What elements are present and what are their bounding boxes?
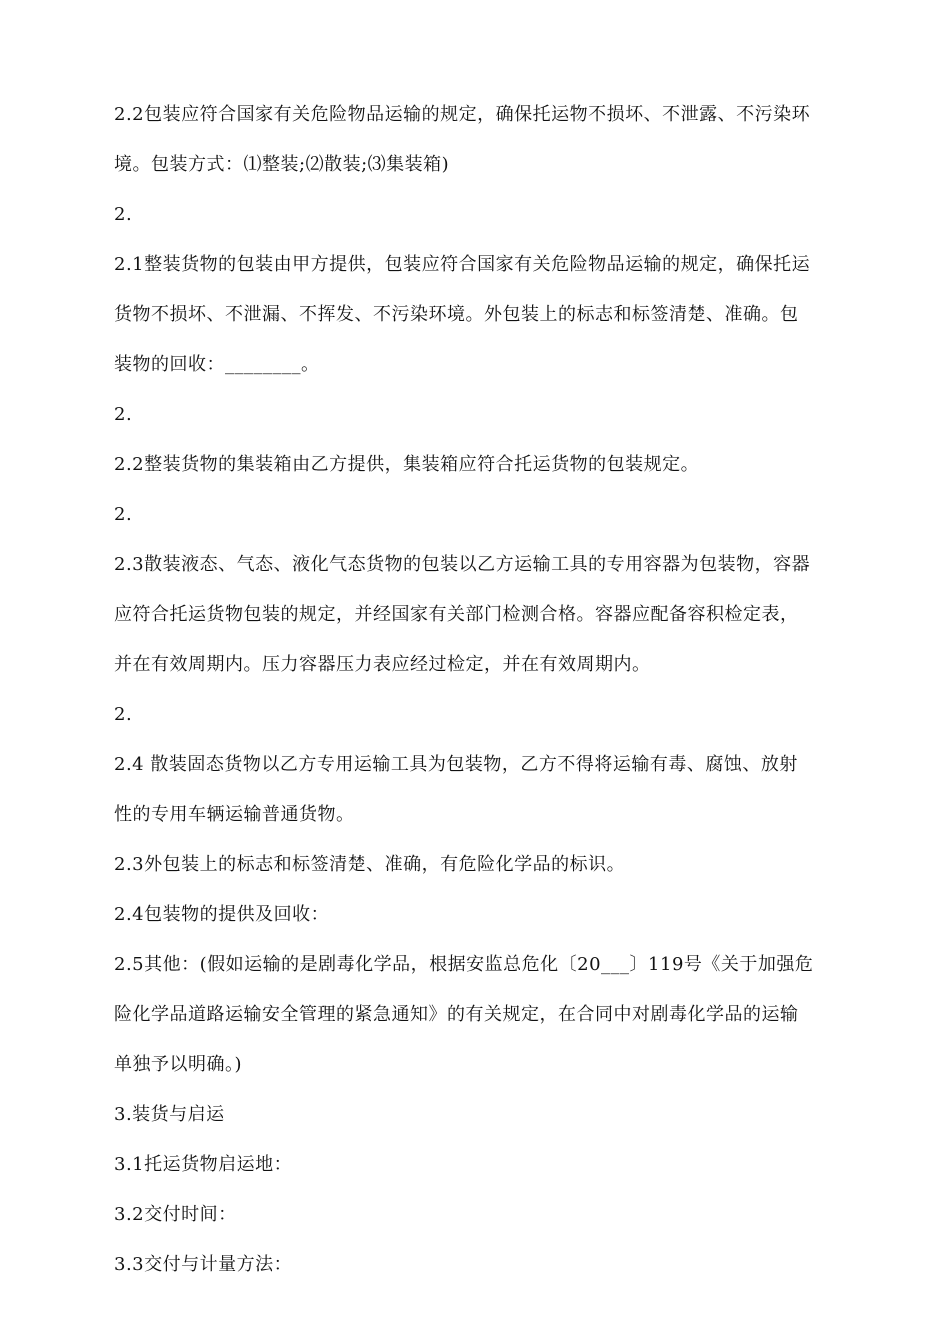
section-heading: 3.装货与启运 bbox=[114, 1104, 225, 1125]
paragraph-line: 2.2整装货物的集装箱由乙方提供，集装箱应符合托运货物的包装规定。 bbox=[114, 454, 700, 475]
paragraph-line: 3.2交付时间： bbox=[114, 1204, 237, 1225]
paragraph-line: 应符合托运货物包装的规定，并经国家有关部门检测合格。容器应配备容积检定表， bbox=[114, 604, 799, 625]
paragraph-line: 2. bbox=[114, 204, 133, 225]
paragraph-line: 性的专用车辆运输普通货物。 bbox=[114, 804, 355, 825]
paragraph-line: 险化学品道路运输安全管理的紧急通知》的有关规定，在合同中对剧毒化学品的运输 bbox=[114, 1004, 799, 1025]
paragraph-line: 2.1整装货物的包装由甲方提供，包装应符合国家有关危险物品运输的规定，确保托运 bbox=[114, 254, 811, 275]
paragraph-line: 境。包装方式：⑴整装;⑵散装;⑶集装箱) bbox=[114, 154, 450, 175]
paragraph-line: 2. bbox=[114, 704, 133, 725]
paragraph-line: 3.3交付与计量方法： bbox=[114, 1254, 293, 1275]
paragraph-line: 2.3散装液态、气态、液化气态货物的包装以乙方运输工具的专用容器为包装物，容器 bbox=[114, 554, 811, 575]
paragraph-line: 货物不损坏、不泄漏、不挥发、不污染环境。外包装上的标志和标签清楚、准确。包 bbox=[114, 304, 799, 325]
paragraph-line: 2.5其他：(假如运输的是剧毒化学品，根据安监总危化〔20___〕119号《关于加强危 bbox=[114, 954, 814, 975]
paragraph-line: 2. bbox=[114, 404, 133, 425]
paragraph-line: 装物的回收：________。 bbox=[114, 354, 320, 375]
paragraph-line: 单独予以明确。) bbox=[114, 1054, 243, 1075]
paragraph-line: 2.3外包装上的标志和标签清楚、准确，有危险化学品的标识。 bbox=[114, 854, 626, 875]
paragraph-line: 2. bbox=[114, 504, 133, 525]
paragraph-line: 2.4包装物的提供及回收： bbox=[114, 904, 330, 925]
paragraph-line: 并在有效周期内。压力容器压力表应经过检定，并在有效周期内。 bbox=[114, 654, 651, 675]
paragraph-line: 2.2包装应符合国家有关危险物品运输的规定，确保托运物不损坏、不泄露、不污染环 bbox=[114, 104, 811, 125]
paragraph-line: 2.4 散装固态货物以乙方专用运输工具为包装物，乙方不得将运输有毒、腐蚀、放射 bbox=[114, 754, 798, 775]
paragraph-line: 3.1托运货物启运地： bbox=[114, 1154, 293, 1175]
